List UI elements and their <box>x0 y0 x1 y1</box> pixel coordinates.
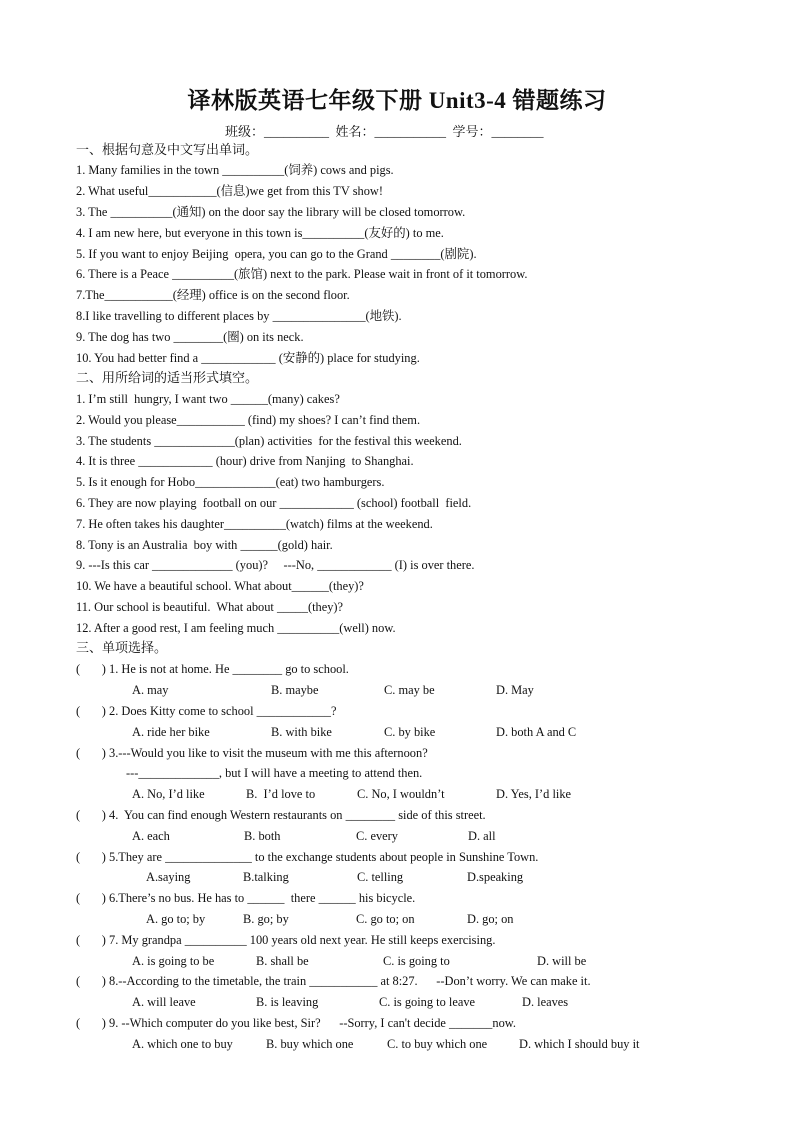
s2-item-7: 7. He often takes his daughter__________(watch) films at the weekend. <box>76 517 433 531</box>
mc-q8-option-d: D. leaves <box>522 995 569 1009</box>
s2-item-3: 3. The students _____________(plan) activities for the festival this weekend. <box>76 434 462 448</box>
mc-q2-option-d: D. both A and C <box>496 725 577 739</box>
mc-q5-stem: 5.They are ______________ to the exchange students about people in Sunshine Town. <box>109 850 539 864</box>
mc-q2-option-a: A. ride her bike <box>132 725 210 739</box>
mc-q4-stem: 4. You can find enough Western restaurants on ________ side of this street. <box>109 808 486 822</box>
s1-item-4: 4. I am new here, but everyone in this town is__________(友好的) to me. <box>76 226 444 240</box>
mc-q7-option-b: B. shall be <box>256 954 309 968</box>
mc-q5-option-c: C. telling <box>357 870 404 884</box>
s1-item-2: 2. What useful___________(信息)we get from this TV show! <box>76 184 383 198</box>
mc-q4-option-a: A. each <box>132 829 170 843</box>
s2-item-6: 6. They are now playing football on our ____________ (school) football field. <box>76 496 472 510</box>
mc-q8-option-b: B. is leaving <box>256 995 319 1009</box>
mc-q7-option-d: D. will be <box>537 954 587 968</box>
mc-q1-option-b: B. maybe <box>271 683 319 697</box>
mc-q8-option-c: C. is going to leave <box>379 995 476 1009</box>
section-1-heading: 一、根据句意及中文写出单词。 <box>76 142 259 157</box>
mc-q3-stem-2: ---_____________, but I will have a meeting to attend then. <box>126 766 423 780</box>
mc-q7-option-a: A. is going to be <box>132 954 215 968</box>
s2-item-1: 1. I’m still hungry, I want two ______(many) cakes? <box>76 392 340 406</box>
s2-item-8: 8. Tony is an Australia boy with ______(gold) hair. <box>76 538 333 552</box>
mc-q2-option-c: C. by bike <box>384 725 436 739</box>
mc-q3-option-c: C. No, I wouldn’t <box>357 787 445 801</box>
mc-q3-option-d: D. Yes, I’d like <box>496 787 572 801</box>
s2-item-5: 5. Is it enough for Hobo_____________(eat) two hamburgers. <box>76 475 385 489</box>
mc-q6-option-b: B. go; by <box>243 912 289 926</box>
mc-q5-option-b: B.talking <box>243 870 289 884</box>
mc-q1-option-d: D. May <box>496 683 534 697</box>
mc-q6-option-c: C. go to; on <box>356 912 415 926</box>
mc-q9-option-d: D. which I should buy it <box>519 1037 640 1051</box>
mc-q4-option-d: D. all <box>468 829 496 843</box>
s2-item-4: 4. It is three ____________ (hour) drive from Nanjing to Shanghai. <box>76 454 414 468</box>
mc-q3-option-b: B. I’d love to <box>246 787 316 801</box>
mc-paren: ( ) <box>76 662 106 676</box>
s2-item-9: 9. ---Is this car _____________ (you)? ---No, ____________ (I) is over there. <box>76 558 475 572</box>
mc-q9-option-c: C. to buy which one <box>387 1037 488 1051</box>
mc-q5-option-d: D.speaking <box>467 870 524 884</box>
mc-paren: ( ) <box>76 974 106 988</box>
mc-q9-option-a: A. which one to buy <box>132 1037 233 1051</box>
page-title: 译林版英语七年级下册 Unit3-4 错题练习 <box>187 88 607 113</box>
s2-item-12: 12. After a good rest, I am feeling much __________(well) now. <box>76 621 396 635</box>
mc-q8-option-a: A. will leave <box>132 995 196 1009</box>
mc-q9-stem: 9. --Which computer do you like best, Sir? --Sorry, I can't decide _______now. <box>109 1016 517 1030</box>
mc-paren: ( ) <box>76 1016 106 1030</box>
mc-q2-option-b: B. with bike <box>271 725 332 739</box>
mc-paren: ( ) <box>76 850 106 864</box>
s1-item-3: 3. The __________(通知) on the door say the library will be closed tomorrow. <box>76 205 466 219</box>
mc-paren: ( ) <box>76 891 106 905</box>
s1-item-9: 9. The dog has two ________(圈) on its neck. <box>76 330 304 344</box>
s1-item-6: 6. There is a Peace __________(旅馆) next to the park. Please wait in front of it tomorrow. <box>76 267 528 281</box>
mc-q7-stem: 7. My grandpa __________ 100 years old next year. He still keeps exercising. <box>109 933 496 947</box>
s2-item-2: 2. Would you please___________ (find) my shoes? I can’t find them. <box>76 413 421 427</box>
s1-item-8: 8.I like travelling to different places by _______________(地铁). <box>76 309 402 323</box>
mc-q8-stem: 8.--According to the timetable, the train ___________ at 8:27. --Don’t worry. We can make it. <box>109 974 591 988</box>
s1-item-1: 1. Many families in the town __________(饲养) cows and pigs. <box>76 163 394 177</box>
mc-q9-option-b: B. buy which one <box>266 1037 354 1051</box>
mc-q4-option-c: C. every <box>356 829 398 843</box>
section-3-heading: 三、单项选择。 <box>76 640 168 655</box>
mc-q1-option-a: A. may <box>132 683 169 697</box>
mc-q6-stem: 6.There’s no bus. He has to ______ there ______ his bicycle. <box>109 891 416 905</box>
s1-item-10: 10. You had better find a ____________ (安静的) place for studying. <box>76 351 420 365</box>
mc-q4-option-b: B. both <box>244 829 281 843</box>
mc-q3-stem: 3.---Would you like to visit the museum with me this afternoon? <box>109 746 428 760</box>
mc-q6-option-a: A. go to; by <box>146 912 206 926</box>
s2-item-11: 11. Our school is beautiful. What about _____(they)? <box>76 600 344 614</box>
mc-q6-option-d: D. go; on <box>467 912 514 926</box>
mc-paren: ( ) <box>76 933 106 947</box>
mc-q7-option-c: C. is going to <box>383 954 450 968</box>
section-2-heading: 二、用所给词的适当形式填空。 <box>76 370 259 385</box>
mc-paren: ( ) <box>76 704 106 718</box>
mc-paren: ( ) <box>76 746 106 760</box>
mc-q3-option-a: A. No, I’d like <box>132 787 205 801</box>
s1-item-5: 5. If you want to enjoy Beijing opera, you can go to the Grand ________(剧院). <box>76 247 477 261</box>
student-info-line: 班级：__________ 姓名：___________ 学号：________ <box>225 124 544 139</box>
s2-item-10: 10. We have a beautiful school. What about______(they)? <box>76 579 364 593</box>
s1-item-7: 7.The___________(经理) office is on the second floor. <box>76 288 350 302</box>
mc-q5-option-a: A.saying <box>146 870 191 884</box>
mc-q1-stem: 1. He is not at home. He ________ go to school. <box>109 662 349 676</box>
mc-q1-option-c: C. may be <box>384 683 435 697</box>
mc-paren: ( ) <box>76 808 106 822</box>
mc-q2-stem: 2. Does Kitty come to school ____________? <box>109 704 337 718</box>
